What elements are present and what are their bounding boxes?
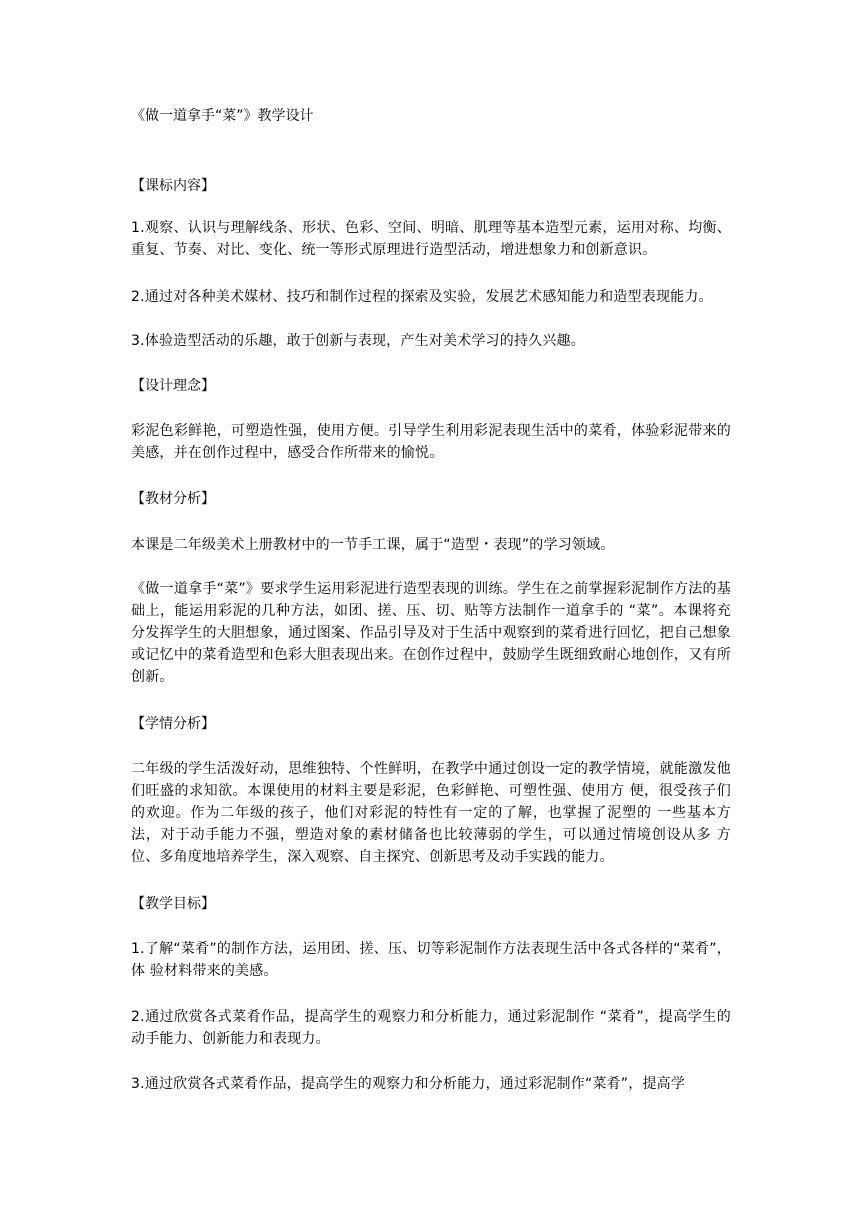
document-title: 《做一道拿手“菜”》教学设计: [131, 108, 314, 124]
paragraph-curriculum-1: 1.观察、认识与理解线条、形状、色彩、空间、明暗、肌理等基本造型元素，运用对称、均衡、重复、节奏、对比、变化、统一等形式原理进行造型活动，增进想象力和创新意识。: [131, 220, 731, 258]
paragraph-teaching-goal-3: 3.通过欣赏各式菜肴作品，提高学生的观察力和分析能力，通过彩泥制作“菜肴”，提高学: [131, 1076, 686, 1092]
paragraph-teaching-goal-1: 1.了解“菜肴”的制作方法，运用团、搓、压、切等彩泥制作方法表现生活中各式各样的“菜肴”，体 验材料带来的美感。: [131, 941, 731, 979]
paragraph-curriculum-3: 3.体验造型活动的乐趣，敢于创新与表现，产生对美术学习的持久兴趣。: [131, 333, 585, 349]
paragraph-teaching-goal-2: 2.通过欣赏各式菜肴作品，提高学生的观察力和分析能力，通过彩泥制作 “菜肴”，提高学生的动手能力、创新能力和表现力。: [131, 1009, 731, 1047]
section-heading-teaching-goals: 【教学目标】: [131, 896, 215, 912]
paragraph-student-analysis: 二年级的学生活泼好动，思维独特、个性鲜明，在教学中通过创设一定的教学情境，就能激发他们旺盛的求知欲。本课使用的材料主要是彩泥，色彩鲜艳、可塑性强、使用方 便，很受孩子们的欢迎。作为二年级的孩子，他们对彩泥的特性有一定的了解，也掌握了泥塑的 一些基本方法，对于动手能力不强，塑造对象的素材储备也比较薄弱的学生，可以通过情境创设从多 方位、多角度地培养学生，深入观察、自主探究、创新思考及动手实践的能力。: [131, 761, 731, 865]
paragraph-curriculum-2: 2.通过对各种美术媒材、技巧和制作过程的探索及实验，发展艺术感知能力和造型表现能力。: [131, 289, 713, 305]
paragraph-textbook-analysis-2: 《做一道拿手“菜”》要求学生运用彩泥进行造型表现的训练。学生在之前掌握彩泥制作方法的基础上，能运用彩泥的几种方法，如团、搓、压、切、贴等方法制作一道拿手的 “菜”。本课将充分发挥学生的大胆想象，通过图案、作品引导及对于生活中观察到的菜肴进行回忆，把自己想象或记忆中的菜肴造型和色彩大胆表现出来。在创作过程中，鼓励学生既细致耐心地创作，又有所创新。: [131, 581, 731, 685]
paragraph-textbook-analysis-1: 本课是二年级美术上册教材中的一节手工课，属于“造型・表现”的学习领域。: [131, 537, 615, 553]
section-heading-curriculum: 【课标内容】: [131, 178, 215, 194]
section-heading-student-analysis: 【学情分析】: [131, 716, 215, 732]
section-heading-design-concept: 【设计理念】: [131, 378, 215, 394]
paragraph-design-concept: 彩泥色彩鲜艳，可塑造性强，使用方便。引导学生利用彩泥表现生活中的菜肴，体验彩泥带来的美感，并在创作过程中，感受合作所带来的愉悦。: [131, 423, 731, 461]
section-heading-textbook-analysis: 【教材分析】: [131, 491, 215, 507]
